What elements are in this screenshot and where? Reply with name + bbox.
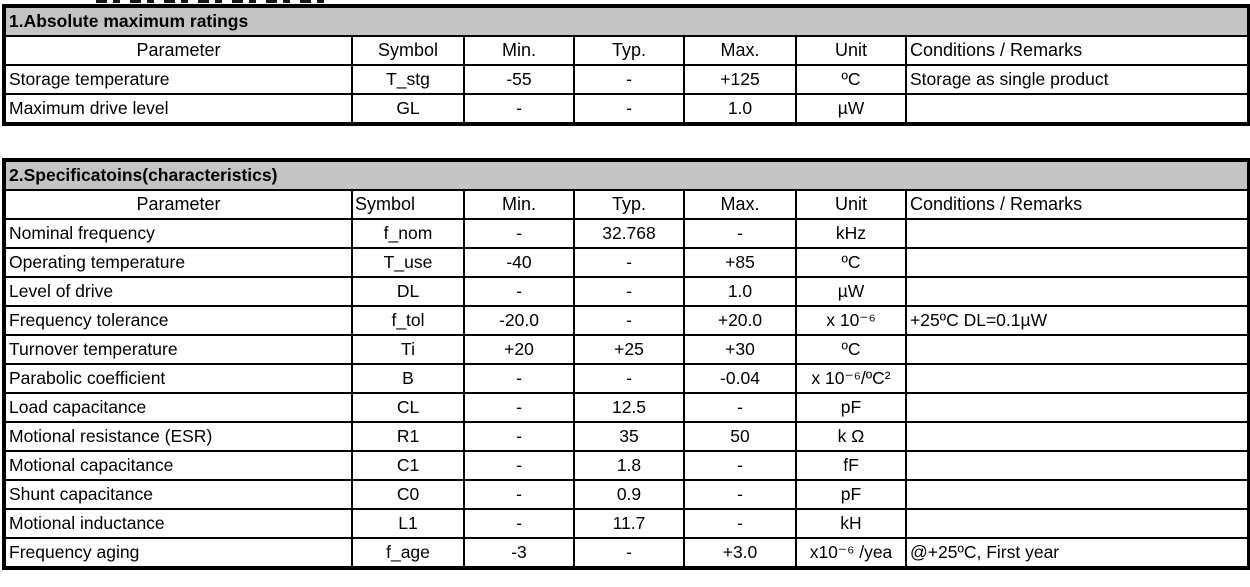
table-cell: - [464,480,574,509]
table-cell: Parabolic coefficient [4,364,352,393]
table-cell: -0.04 [684,364,796,393]
table-cell: R1 [352,422,464,451]
table-cell: T_stg [352,65,464,94]
table-cell: L1 [352,509,464,538]
table-cell: - [464,422,574,451]
table-cell: +20 [464,335,574,364]
table-cell: µW [796,94,906,124]
table-cell: fF [796,451,906,480]
table-cell: - [574,538,684,568]
column-header: Max. [684,36,796,65]
table-cell: Motional capacitance [4,451,352,480]
table-cell: - [684,509,796,538]
table-cell [906,219,1249,248]
table-cell: pF [796,480,906,509]
table-cell: k Ω [796,422,906,451]
table-cell: 1.0 [684,277,796,306]
table-cell: - [464,277,574,306]
table-cell: 12.5 [574,393,684,422]
table-cell: 0.9 [574,480,684,509]
table-cell: Storage temperature [4,65,352,94]
table-cell: 1.0 [684,94,796,124]
column-header: Conditions / Remarks [906,190,1249,219]
table-title-row [4,160,1249,190]
table-cell: @+25ºC, First year [906,538,1249,568]
table-cell: - [574,364,684,393]
table-cell: +25 [574,335,684,364]
table-cell: ºC [796,65,906,94]
table-cell: - [574,248,684,277]
table-cell: - [464,94,574,124]
table-cell: 32.768 [574,219,684,248]
table-cell: Motional resistance (ESR) [4,422,352,451]
table-row [4,248,1249,277]
table-cell [906,277,1249,306]
table-cell: Motional inductance [4,509,352,538]
table-cell: +125 [684,65,796,94]
table-cell: Level of drive [4,277,352,306]
table-cell: -3 [464,538,574,568]
table-cell: +25ºC DL=0.1µW [906,306,1249,335]
table-cell [906,509,1249,538]
column-header: Min. [464,190,574,219]
absolute-maximum-ratings-table [2,4,1250,126]
table-row [4,422,1249,451]
table-cell: - [684,480,796,509]
table-cell: - [684,451,796,480]
table-cell: +30 [684,335,796,364]
table-cell: Shunt capacitance [4,480,352,509]
table-row [4,335,1249,364]
table-row [4,277,1249,306]
column-header: Typ. [574,190,684,219]
table-cell [906,422,1249,451]
table-cell: Operating temperature [4,248,352,277]
table-cell [906,94,1249,124]
specifications-section [2,158,1247,570]
table-cell: - [684,393,796,422]
table-cell: Frequency tolerance [4,306,352,335]
table-cell: Storage as single product [906,65,1249,94]
table-row [4,393,1249,422]
table-cell: 1.8 [574,451,684,480]
table-cell [906,248,1249,277]
column-header: Unit [796,190,906,219]
column-header: Max. [684,190,796,219]
table-cell: - [464,364,574,393]
table-cell: 35 [574,422,684,451]
column-header: Parameter [4,190,352,219]
table-cell: - [464,451,574,480]
clipped-heading-sliver [96,0,334,3]
table-cell: Turnover temperature [4,335,352,364]
table-cell: - [464,509,574,538]
table-row [4,306,1249,335]
table-title-row [4,6,1249,36]
table-row [4,538,1249,568]
table-cell: - [684,219,796,248]
table-row [4,364,1249,393]
column-header: Symbol [352,36,464,65]
table-cell: - [574,277,684,306]
table-row [4,480,1249,509]
table-row [4,94,1249,124]
absolute-maximum-ratings-section [2,4,1247,126]
table-cell: +85 [684,248,796,277]
table-cell: B [352,364,464,393]
specifications-table [2,158,1250,570]
table-cell: f_tol [352,306,464,335]
column-header: Symbol [352,190,464,219]
table-cell: x10⁻⁶ /yea [796,538,906,568]
table-cell: Frequency aging [4,538,352,568]
table-cell: - [464,393,574,422]
column-header: Min. [464,36,574,65]
table-cell: C0 [352,480,464,509]
table-cell: GL [352,94,464,124]
table-cell: x 10⁻⁶/ºC² [796,364,906,393]
table-header-row [4,36,1249,65]
table-cell: - [574,65,684,94]
column-header: Parameter [4,36,352,65]
table-cell: 11.7 [574,509,684,538]
table-cell: -40 [464,248,574,277]
table-cell: C1 [352,451,464,480]
table-cell: x 10⁻⁶ [796,306,906,335]
column-header: Conditions / Remarks [906,36,1249,65]
table-cell: - [574,94,684,124]
table-cell: Ti [352,335,464,364]
table-cell: -55 [464,65,574,94]
table-cell: pF [796,393,906,422]
table-cell [906,451,1249,480]
table-row [4,219,1249,248]
table-row [4,509,1249,538]
table-cell: DL [352,277,464,306]
table-cell: kH [796,509,906,538]
table-cell: kHz [796,219,906,248]
table-cell: 50 [684,422,796,451]
table-cell: f_age [352,538,464,568]
table-cell [906,480,1249,509]
table-cell: µW [796,277,906,306]
table-cell: +20.0 [684,306,796,335]
table-cell: Nominal frequency [4,219,352,248]
table-cell [906,335,1249,364]
table-cell: +3.0 [684,538,796,568]
column-header: Typ. [574,36,684,65]
table-title: 1.Absolute maximum ratings [4,6,1249,36]
column-header: Unit [796,36,906,65]
table-cell: - [574,306,684,335]
table-cell: -20.0 [464,306,574,335]
table-cell [906,364,1249,393]
table-cell: - [464,219,574,248]
table-header-row [4,190,1249,219]
table-row [4,65,1249,94]
table-cell: Maximum drive level [4,94,352,124]
table-title: 2.Specificatoins(characteristics) [4,160,1249,190]
table-cell [906,393,1249,422]
table-cell: f_nom [352,219,464,248]
table-cell: ºC [796,335,906,364]
table-cell: ºC [796,248,906,277]
table-cell: T_use [352,248,464,277]
table-cell: CL [352,393,464,422]
table-cell: Load capacitance [4,393,352,422]
table-row [4,451,1249,480]
